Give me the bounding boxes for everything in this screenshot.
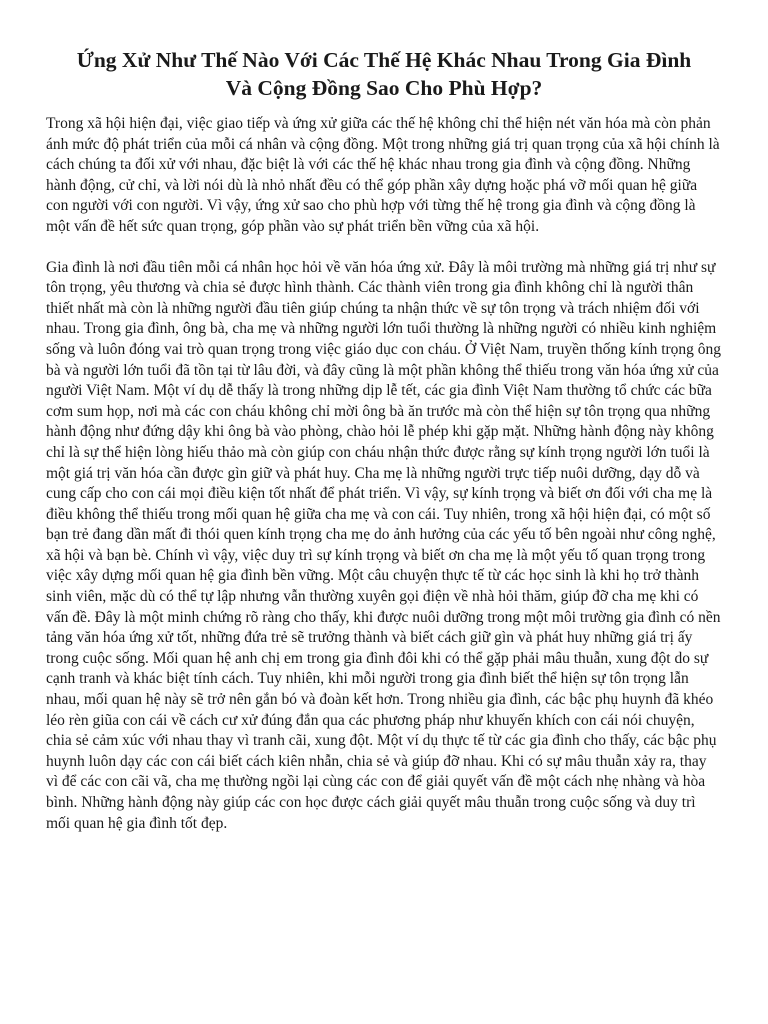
document-page	[46, 46, 722, 834]
title-line-1: Ứng Xử Như Thế Nào Với Các Thế Hệ Khác Nhau Trong Gia Đình	[76, 48, 692, 72]
document-title	[46, 46, 722, 102]
paragraph-intro: Trong xã hội hiện đại, việc giao tiếp và ứng xử giữa các thế hệ không chỉ thể hiện nét văn hóa mà còn phản ánh mức độ phát triển của mỗi cá nhân và cộng đồng. Một trong những giá trị quan trọng của xã hội chính là cách chúng ta đối xử với nhau, đặc biệt là với các thế hệ khác nhau trong gia đình và cộng đồng. Những hành động, cử chỉ, và lời nói dù là nhỏ nhất đều có thể góp phần xây dựng hoặc phá vỡ mối quan hệ giữa con người với con người. Vì vậy, ứng xử sao cho phù hợp với từng thế hệ trong gia đình và cộng đồng là một vấn đề hết sức quan trọng, góp phần vào sự phát triển bền vững của xã hội.	[46, 115, 720, 235]
title-line-2: Và Cộng Đồng Sao Cho Phù Hợp?	[225, 76, 543, 100]
paragraph-family: Gia đình là nơi đầu tiên mỗi cá nhân học hỏi về văn hóa ứng xử. Đây là môi trường mà những giá trị như sự tôn trọng, yêu thương và chia sẻ được hình thành. Các thành viên trong gia đình không chỉ là người thân thiết nhất mà còn là những người đầu tiên giúp chúng ta nhận thức về sự tôn trọng và trách nhiệm đối với nhau. Trong gia đình, ông bà, cha mẹ và những người lớn tuổi thường là những người có nhiều kinh nghiệm sống và luôn đóng vai trò quan trọng trong việc giáo dục con cháu. Ở Việt Nam, truyền thống kính trọng ông bà và người lớn tuổi đã tồn tại từ lâu đời, và đây cũng là một phần không thể thiếu trong văn hóa ứng xử của người Việt Nam. Một ví dụ dễ thấy là trong những dịp lễ tết, các gia đình Việt Nam thường tổ chức các bữa cơm sum họp, nơi mà các con cháu không chỉ mời ông bà ăn trước mà còn thể hiện sự tôn trọng qua những hành động như đứng dậy khi ông bà vào phòng, chào hỏi lễ phép khi gặp mặt. Những hành động này không chỉ là sự thể hiện lòng hiếu thảo mà còn giúp con cháu nhận thức được rằng sự kính trọng người lớn tuổi là một giá trị văn hóa cần được gìn giữ và phát huy. Cha mẹ là những người trực tiếp nuôi dưỡng, dạy dỗ và cung cấp cho con cái mọi điều kiện tốt nhất để phát triển. Vì vậy, sự kính trọng và biết ơn đối với cha mẹ là điều không thể thiếu trong mối quan hệ giữa cha mẹ và con cái. Tuy nhiên, trong xã hội hiện đại, có một số bạn trẻ đang dần mất đi thói quen kính trọng cha mẹ do ảnh hưởng của các yếu tố bên ngoài như công nghệ, xã hội và bạn bè. Chính vì vậy, việc duy trì sự kính trọng và biết ơn cha mẹ là một yếu tố quan trọng trong việc xây dựng mối quan hệ gia đình bền vững. Một câu chuyện thực tế từ các học sinh là khi họ trở thành sinh viên, mặc dù có thể tự lập nhưng vẫn thường xuyên gọi điện về nhà hỏi thăm, giúp đỡ cha mẹ khi có vấn đề. Đây là một minh chứng rõ ràng cho thấy, khi được nuôi dưỡng trong một môi trường gia đình có nền tảng văn hóa ứng xử tốt, những đứa trẻ sẽ trưởng thành và biết cách giữ gìn và phát huy những giá trị ấy trong cuộc sống. Mối quan hệ anh chị em trong gia đình đôi khi có thể gặp phải mâu thuẫn, xung đột do sự cạnh tranh và khác biệt tính cách. Tuy nhiên, khi mỗi người trong gia đình biết thể hiện sự tôn trọng lẫn nhau, mối quan hệ này sẽ trở nên gắn bó và đoàn kết hơn. Trong nhiều gia đình, các bậc phụ huynh đã khéo léo rèn giũa con cái về cách cư xử đúng đắn qua các phương pháp như khuyến khích con cái nói chuyện, chia sẻ cảm xúc với nhau thay vì tranh cãi, xung đột. Một ví dụ thực tế từ các gia đình cho thấy, các bậc phụ huynh luôn dạy các con cái biết cách kiên nhẫn, chia sẻ và giúp đỡ nhau. Khi có sự mâu thuẫn xảy ra, thay vì để các con cãi vã, cha mẹ thường ngồi lại cùng các con để giải quyết vấn đề một cách nhẹ nhàng và hòa bình. Những hành động này giúp các con học được cách giải quyết mâu thuẫn trong cuộc sống và duy trì mối quan hệ gia đình tốt đẹp.	[46, 258, 722, 832]
